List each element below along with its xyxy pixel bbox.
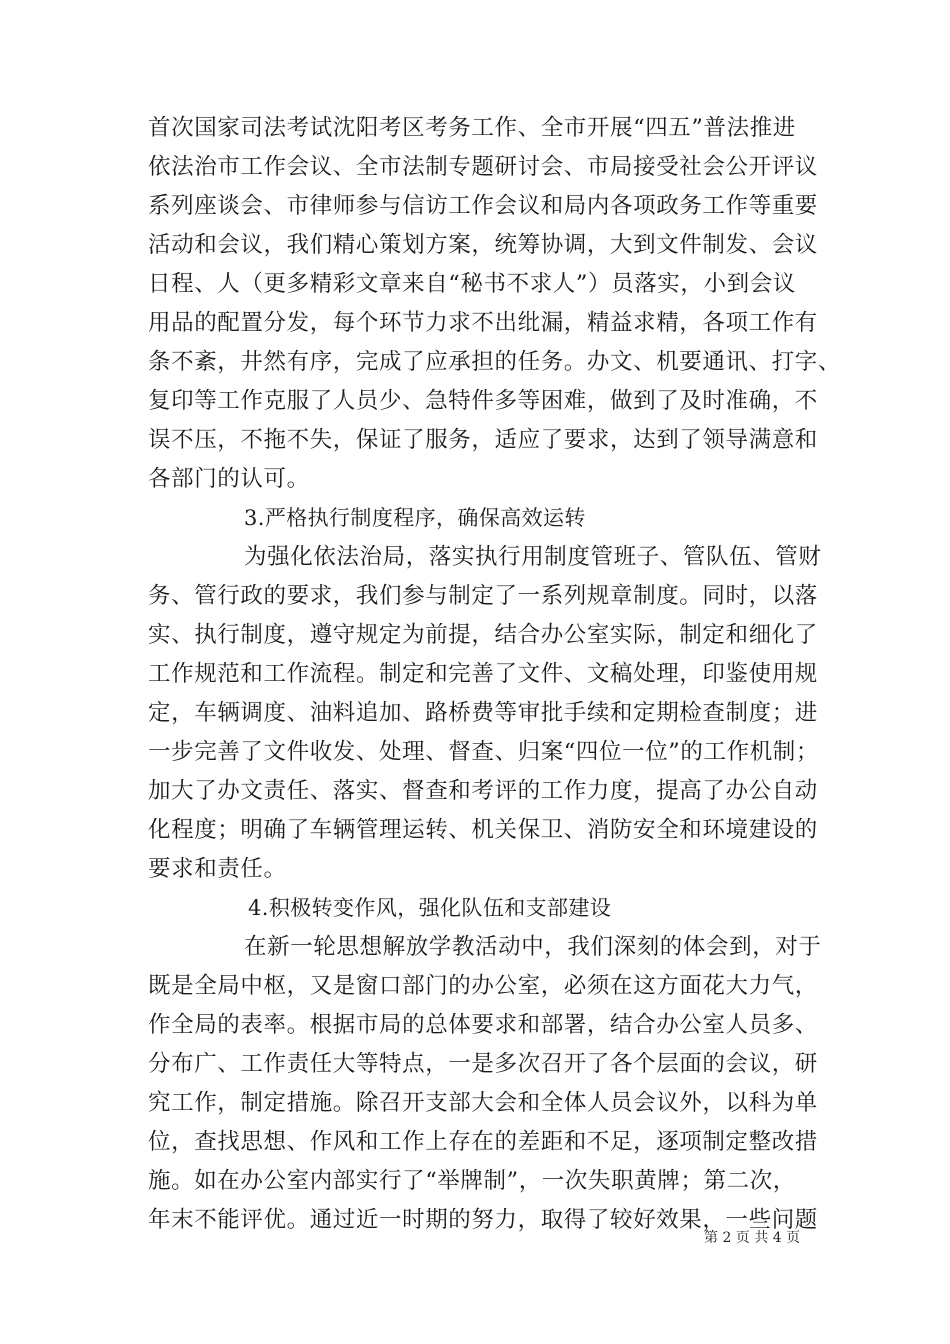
paragraph-line: 实、执行制度，遵守规定为前提，结合办公室实际，制定和细化了 [148, 622, 818, 648]
paragraph-line: 究工作，制定措施。除召开支部大会和全体人员会议外，以科为单 [148, 1090, 818, 1116]
paragraph-line: 依法治市工作会议、全市法制专题研讨会、市局接受社会公开评议 [148, 154, 818, 180]
paragraph-line: 条不紊，井然有序，完成了应承担的任务。办文、机要通讯、打字、 [148, 349, 842, 375]
paragraph-line: 年末不能评优。通过近一时期的努力，取得了较好效果，一些问题 [148, 1207, 818, 1233]
paragraph-line: 各部门的认可。 [148, 466, 310, 492]
paragraph-line: 既是全局中枢，又是窗口部门的办公室，必须在这方面花大力气， [148, 973, 818, 999]
paragraph-line: 务、管行政的要求，我们参与制定了一系列规章制度。同时，以落 [148, 583, 818, 609]
paragraph-line: 施。如在办公室内部实行了“举牌制”，一次失职黄牌；第二次， [148, 1168, 796, 1194]
paragraph-line: 用品的配置分发，每个环节力求不出纰漏，精益求精，各项工作有 [148, 310, 818, 336]
paragraph-line: 位，查找思想、作风和工作上存在的差距和不足，逐项制定整改措 [148, 1129, 818, 1155]
paragraph-line: 化程度；明确了车辆管理运转、机关保卫、消防安全和环境建设的 [148, 817, 818, 843]
paragraph-line: 在新一轮思想解放学教活动中，我们深刻的体会到，对于 [244, 934, 822, 960]
paragraph-line: 复印等工作克服了人员少、急特件多等困难，做到了及时准确，不 [148, 388, 818, 414]
section-heading: 4.积极转变作风，强化队伍和支部建设 [248, 896, 612, 920]
paragraph-line: 工作规范和工作流程。制定和完善了文件、文稿处理，印鉴使用规 [148, 661, 818, 687]
page-number: 第 2 页 共 4 页 [704, 1230, 801, 1246]
paragraph-line: 定，车辆调度、油料追加、路桥费等审批手续和定期检查制度；进 [148, 700, 818, 726]
paragraph-line: 活动和会议，我们精心策划方案，统筹协调，大到文件制发、会议 [148, 232, 818, 258]
paragraph-line: 日程、人（更多精彩文章来自“秘书不求人”）员落实，小到会议 [148, 271, 796, 297]
paragraph-line: 首次国家司法考试沈阳考区考务工作、全市开展“四五”普法推进 [148, 115, 796, 141]
paragraph-line: 为强化依法治局，落实执行用制度管班子、管队伍、管财 [244, 544, 822, 570]
paragraph-line: 系列座谈会、市律师参与信访工作会议和局内各项政务工作等重要 [148, 193, 818, 219]
paragraph-line: 作全局的表率。根据市局的总体要求和部署，结合办公室人员多、 [148, 1012, 818, 1038]
paragraph-line: 误不压，不拖不失，保证了服务，适应了要求，达到了领导满意和 [148, 427, 818, 453]
paragraph-line: 要求和责任。 [148, 856, 287, 882]
paragraph-line: 一步完善了文件收发、处理、督查、归案“四位一位”的工作机制； [148, 739, 820, 765]
paragraph-line: 分布广、工作责任大等特点，一是多次召开了各个层面的会议，研 [148, 1051, 818, 1077]
paragraph-line: 加大了办文责任、落实、督查和考评的工作力度，提高了办公自动 [148, 778, 818, 804]
section-heading: 3.严格执行制度程序，确保高效运转 [244, 506, 586, 530]
